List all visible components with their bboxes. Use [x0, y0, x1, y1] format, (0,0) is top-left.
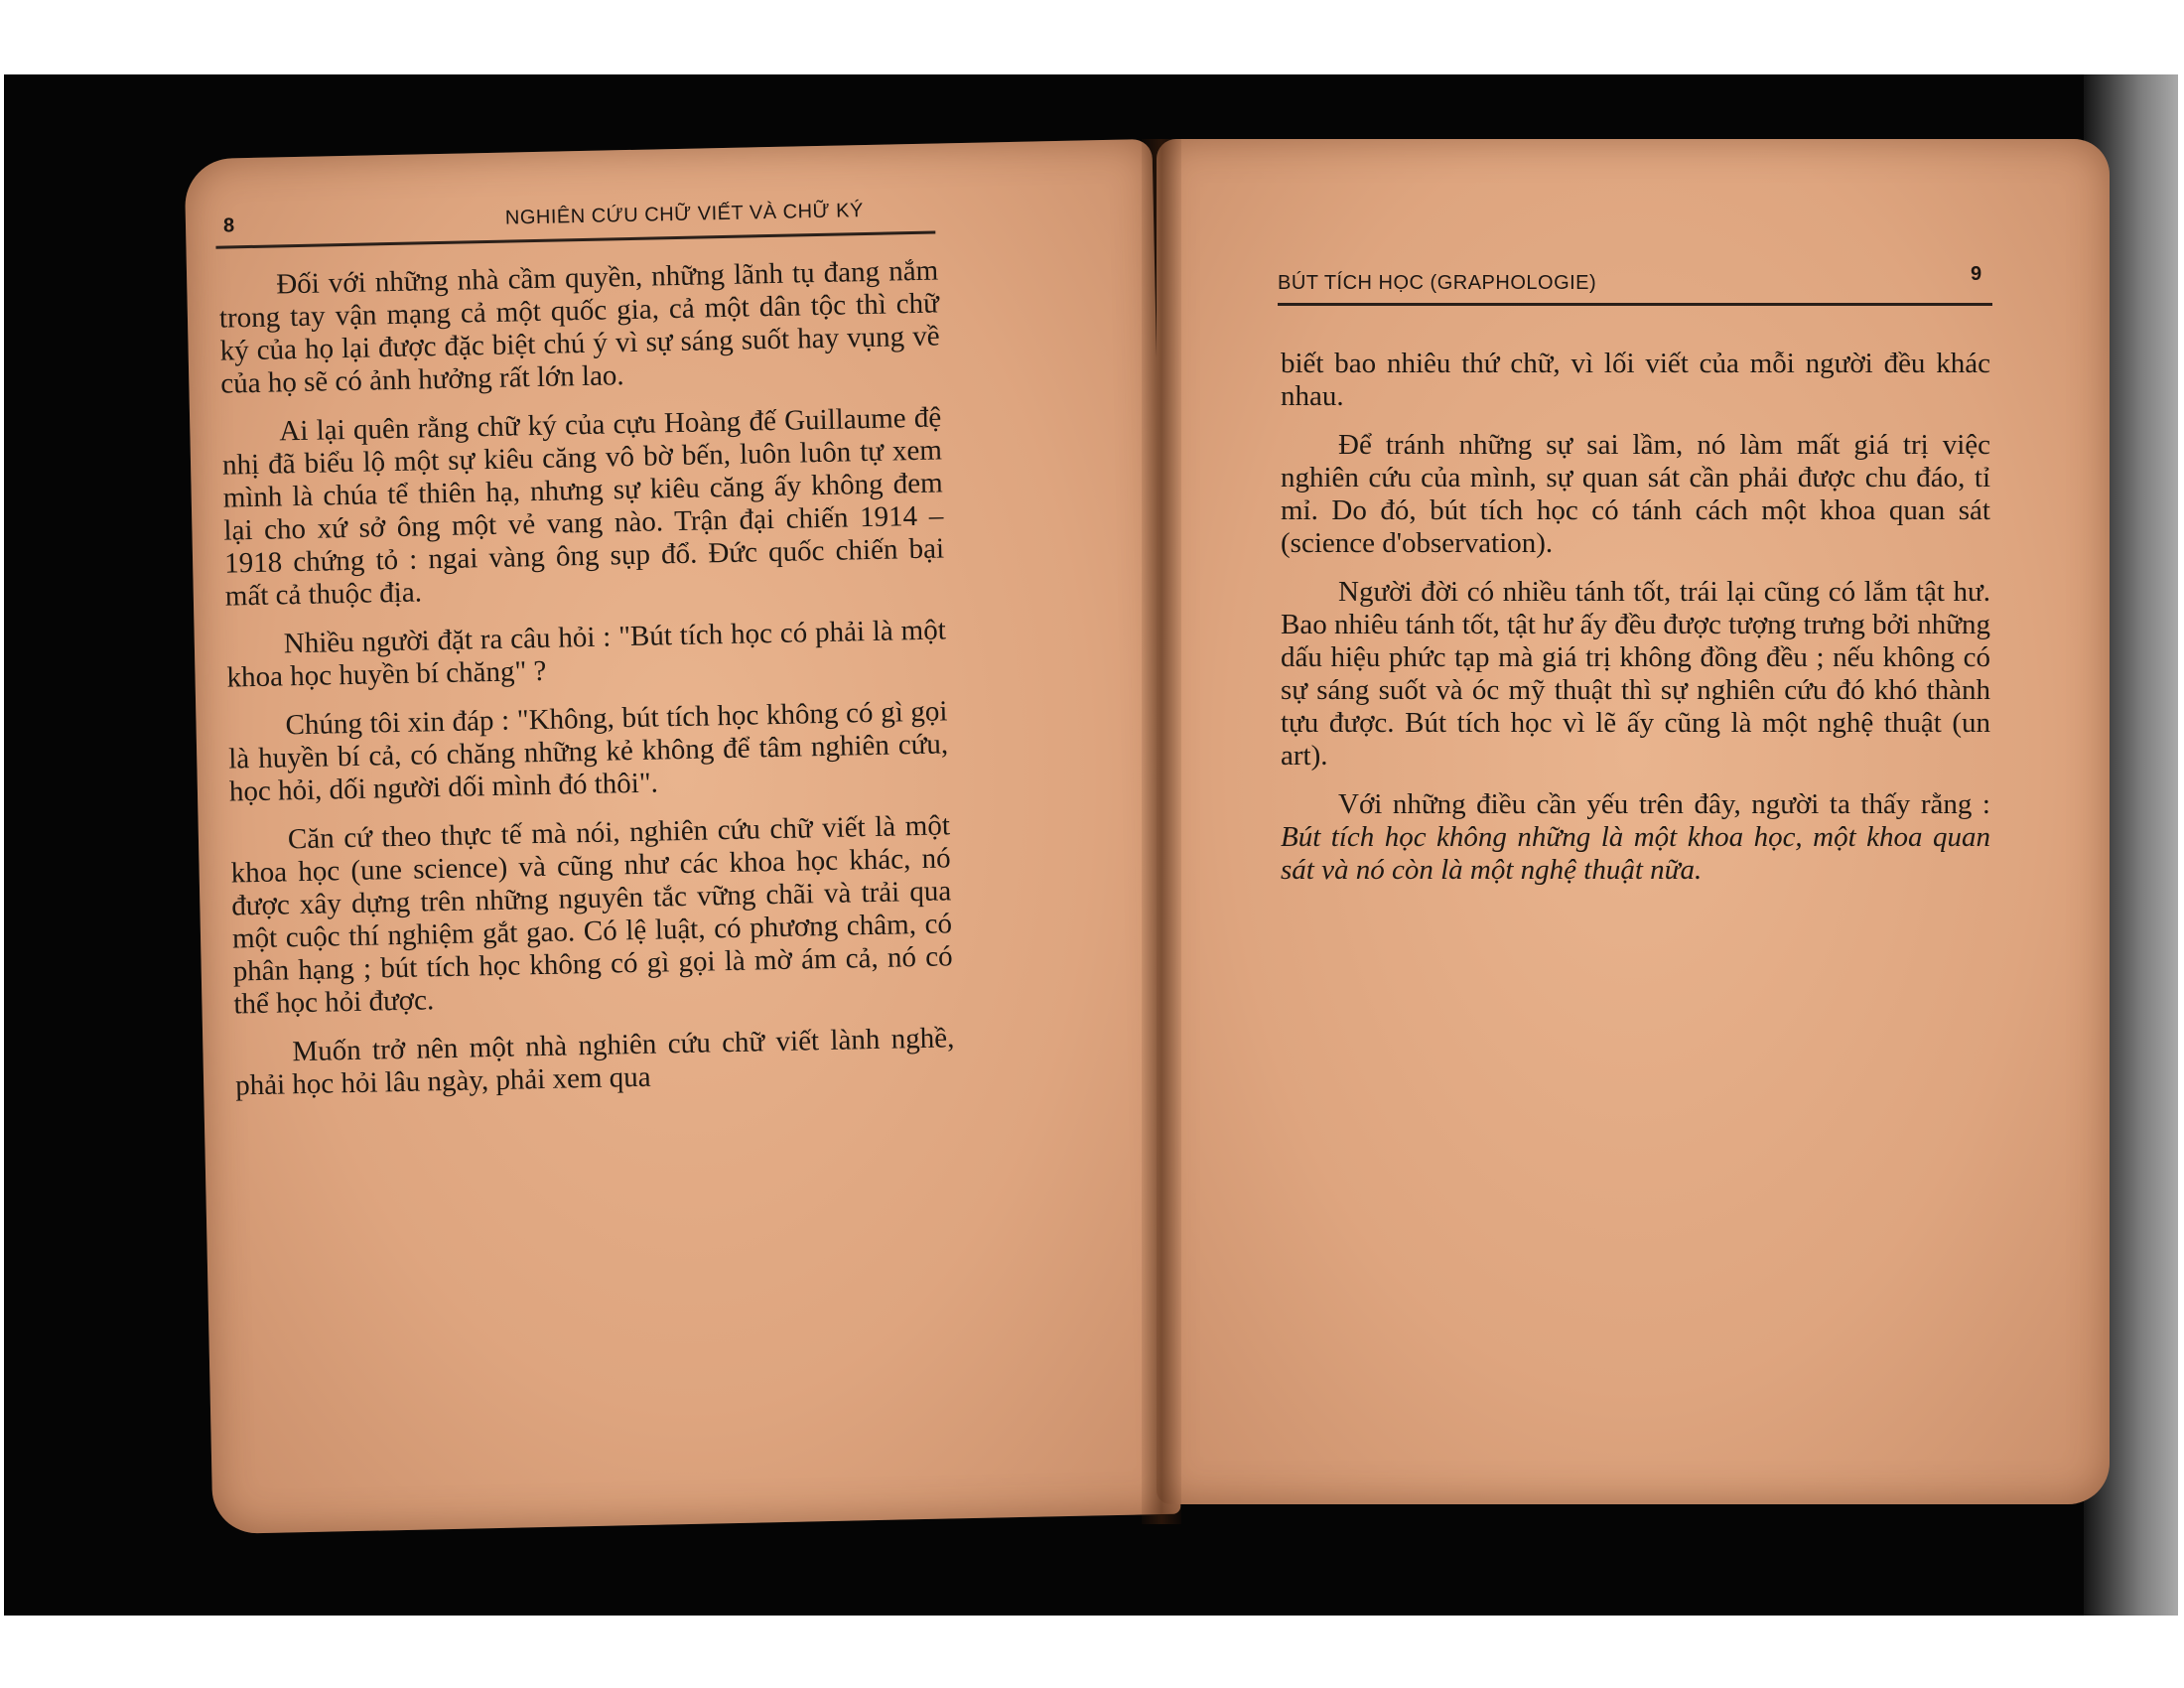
- paragraph-lead: Với những điều cần yếu trên đây, người ta thấy rằng :: [1338, 788, 1990, 820]
- paragraph: Đối với những nhà cầm quyền, những lãnh tụ đang nắm trong tay vận mạng cả một quốc gia, cả một dân tộc thì chữ ký của họ lại được đặc biệt chú ý vì sự sáng suốt hay vụng về của họ sẽ có ảnh hưởng rất lớn lao.: [218, 254, 940, 400]
- paragraph-italic: Bút tích học không những là một khoa học, một khoa quan sát và nó còn là một nghệ thuật nữa.: [1281, 821, 1990, 886]
- paragraph: Để tránh những sự sai lầm, nó làm mất giá trị việc nghiên cứu của mình, sự quan sát cần phải được chu đáo, tỉ mỉ. Do đó, bút tích học có tánh cách một khoa quan sát (science d'observation).: [1281, 429, 1990, 559]
- running-head: BÚT TÍCH HỌC (GRAPHOLOGIE): [1278, 272, 1597, 294]
- paragraph: Căn cứ theo thực tế mà nói, nghiên cứu chữ viết là một khoa học (une science) và cũng như các khoa học khác, nó được xây dựng trên những nguyên tắc vững chãi và trải qua một cuộc thí nghiệm gắt gao. Có lệ luật, có phương châm, có phân hạng ; bút tích học không có gì gọi là mờ ám cả, nó có thể học hỏi được.: [230, 809, 953, 1021]
- paragraph: biết bao nhiêu thứ chữ, vì lối viết của mỗi người đều khác nhau.: [1281, 348, 1990, 412]
- paragraph: Muốn trở nên một nhà nghiên cứu chữ viết lành nghề, phải học hỏi lâu ngày, phải xem qua: [234, 1022, 955, 1102]
- page-number: 8: [222, 214, 235, 237]
- right-page: [1157, 139, 2110, 1504]
- page-number: 9: [1971, 263, 1982, 285]
- paragraph-final: [1281, 788, 1990, 887]
- header-rule: [1278, 303, 1992, 306]
- paragraph: Ai lại quên rằng chữ ký của cựu Hoàng đế Guillaume đệ nhị đã biểu lộ một sự kiêu căng vô bờ bến, luôn luôn tự xem mình là chúa tể thiên hạ, nhưng sự kiêu căng ấy không đem lại cho xứ sở ông một vẻ vang nào. Trận đại chiến 1914 – 1918 chứng tỏ : ngai vàng ông sụp đổ. Đức quốc chiến bại mất cả thuộc địa.: [221, 401, 945, 613]
- paragraph: Người đời có nhiều tánh tốt, trái lại cũng có lắm tật hư. Bao nhiêu tánh tốt, tật hư ấy đều được tượng trưng bởi những dấu hiệu phức tạp mà giá trị không đồng đều ; nếu không có sự sáng suốt và óc mỹ thuật thì sự nghiên cứu đó khó thành tựu được. Bút tích học vì lẽ ấy cũng là một nghệ thuật (un art).: [1281, 576, 1990, 772]
- left-page: [185, 139, 1181, 1534]
- body-text: [218, 254, 956, 1118]
- body-text: [1281, 348, 1990, 903]
- paragraph: Chúng tôi xin đáp : "Không, bút tích học không có gì gọi là huyền bí cả, có chăng những kẻ không để tâm nghiên cứu, học hỏi, dối người dối mình đó thôi".: [227, 695, 949, 808]
- book-spine: [1142, 139, 1181, 1524]
- paragraph: Nhiều người đặt ra câu hỏi : "Bút tích học có phải là một khoa học huyền bí chăng" ?: [226, 614, 947, 694]
- header-rule: [215, 231, 935, 249]
- running-head: NGHIÊN CỨU CHỮ VIẾT VÀ CHỮ KÝ: [504, 200, 865, 229]
